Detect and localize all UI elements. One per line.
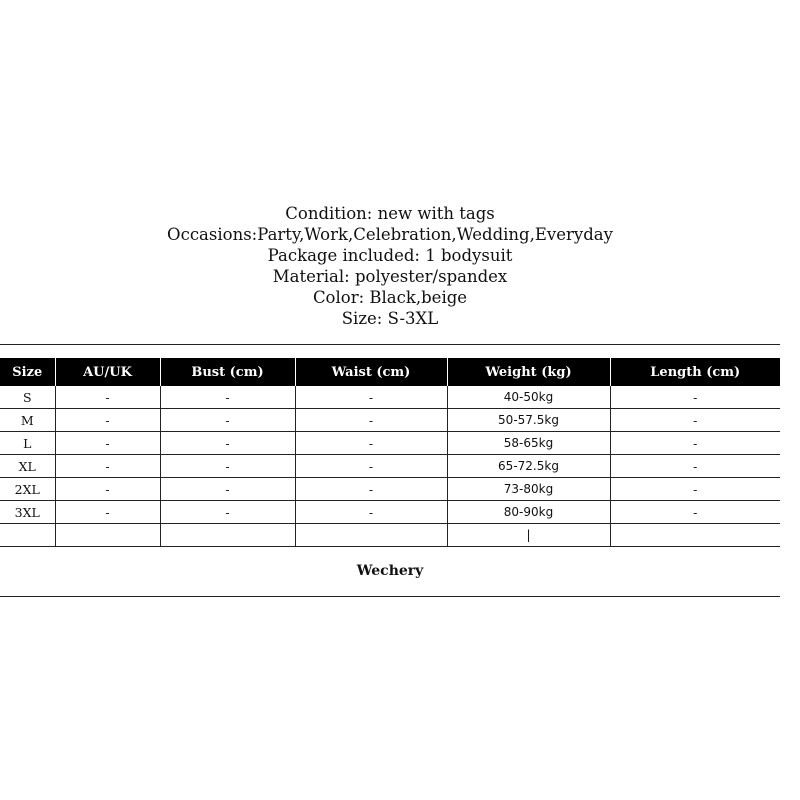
cell-size: 3XL bbox=[0, 501, 55, 524]
header-waist: Waist (cm) bbox=[295, 358, 447, 386]
cell-size: S bbox=[0, 386, 55, 409]
brand-name: Wechery bbox=[356, 563, 424, 579]
cell-au-uk: - bbox=[55, 501, 160, 524]
table-row bbox=[0, 455, 780, 478]
cell-au-uk: - bbox=[55, 432, 160, 455]
cell-length: - bbox=[610, 432, 780, 455]
cell-weight: 58-65kg bbox=[447, 432, 610, 455]
table-header-row bbox=[0, 358, 780, 386]
cell-waist: - bbox=[295, 386, 447, 409]
cell-bust: - bbox=[160, 409, 295, 432]
header-weight: Weight (kg) bbox=[447, 358, 610, 386]
cell-au-uk: - bbox=[55, 409, 160, 432]
header-length: Length (cm) bbox=[610, 358, 780, 386]
condition-text: Condition: new with tags bbox=[285, 204, 495, 223]
size-chart-table bbox=[0, 358, 780, 547]
size-range-text: Size: S-3XL bbox=[341, 309, 439, 328]
cell-bust: - bbox=[160, 432, 295, 455]
package-text: Package included: 1 bodysuit bbox=[267, 246, 513, 265]
cell-weight: 73-80kg bbox=[447, 478, 610, 501]
color-text: Color: Black,beige bbox=[312, 288, 468, 307]
cell-size: L bbox=[0, 432, 55, 455]
cell-bust: - bbox=[160, 478, 295, 501]
cell-size bbox=[0, 524, 55, 547]
table-row bbox=[0, 501, 780, 524]
cell-size: XL bbox=[0, 455, 55, 478]
cell-bust bbox=[160, 524, 295, 547]
cell-length: - bbox=[610, 501, 780, 524]
table-row bbox=[0, 524, 780, 547]
cell-au-uk bbox=[55, 524, 160, 547]
cell-waist: - bbox=[295, 501, 447, 524]
occasions-text: Occasions:Party,Work,Celebration,Wedding,Everyday bbox=[167, 225, 613, 244]
cell-waist: - bbox=[295, 455, 447, 478]
cell-length: - bbox=[610, 478, 780, 501]
bottom-divider bbox=[0, 596, 780, 597]
cell-size: 2XL bbox=[0, 478, 55, 501]
cell-length bbox=[610, 524, 780, 547]
cell-weight: | bbox=[447, 524, 610, 547]
cell-weight: 65-72.5kg bbox=[447, 455, 610, 478]
header-au-uk: AU/UK bbox=[55, 358, 160, 386]
top-divider bbox=[0, 344, 780, 345]
cell-bust: - bbox=[160, 501, 295, 524]
cell-weight: 80-90kg bbox=[447, 501, 610, 524]
product-info bbox=[0, 203, 780, 329]
table-row bbox=[0, 478, 780, 501]
cell-length: - bbox=[610, 386, 780, 409]
cell-waist bbox=[295, 524, 447, 547]
cell-au-uk: - bbox=[55, 386, 160, 409]
cell-length: - bbox=[610, 409, 780, 432]
cell-bust: - bbox=[160, 386, 295, 409]
cell-waist: - bbox=[295, 409, 447, 432]
cell-waist: - bbox=[295, 478, 447, 501]
cell-au-uk: - bbox=[55, 455, 160, 478]
cell-weight: 50-57.5kg bbox=[447, 409, 610, 432]
cell-weight: 40-50kg bbox=[447, 386, 610, 409]
table-row bbox=[0, 409, 780, 432]
cell-bust: - bbox=[160, 455, 295, 478]
table-row bbox=[0, 432, 780, 455]
cell-waist: - bbox=[295, 432, 447, 455]
cell-size: M bbox=[0, 409, 55, 432]
cell-length: - bbox=[610, 455, 780, 478]
header-bust: Bust (cm) bbox=[160, 358, 295, 386]
cell-au-uk: - bbox=[55, 478, 160, 501]
table-row bbox=[0, 386, 780, 409]
header-size: Size bbox=[0, 358, 55, 386]
material-text: Material: polyester/spandex bbox=[272, 267, 508, 286]
